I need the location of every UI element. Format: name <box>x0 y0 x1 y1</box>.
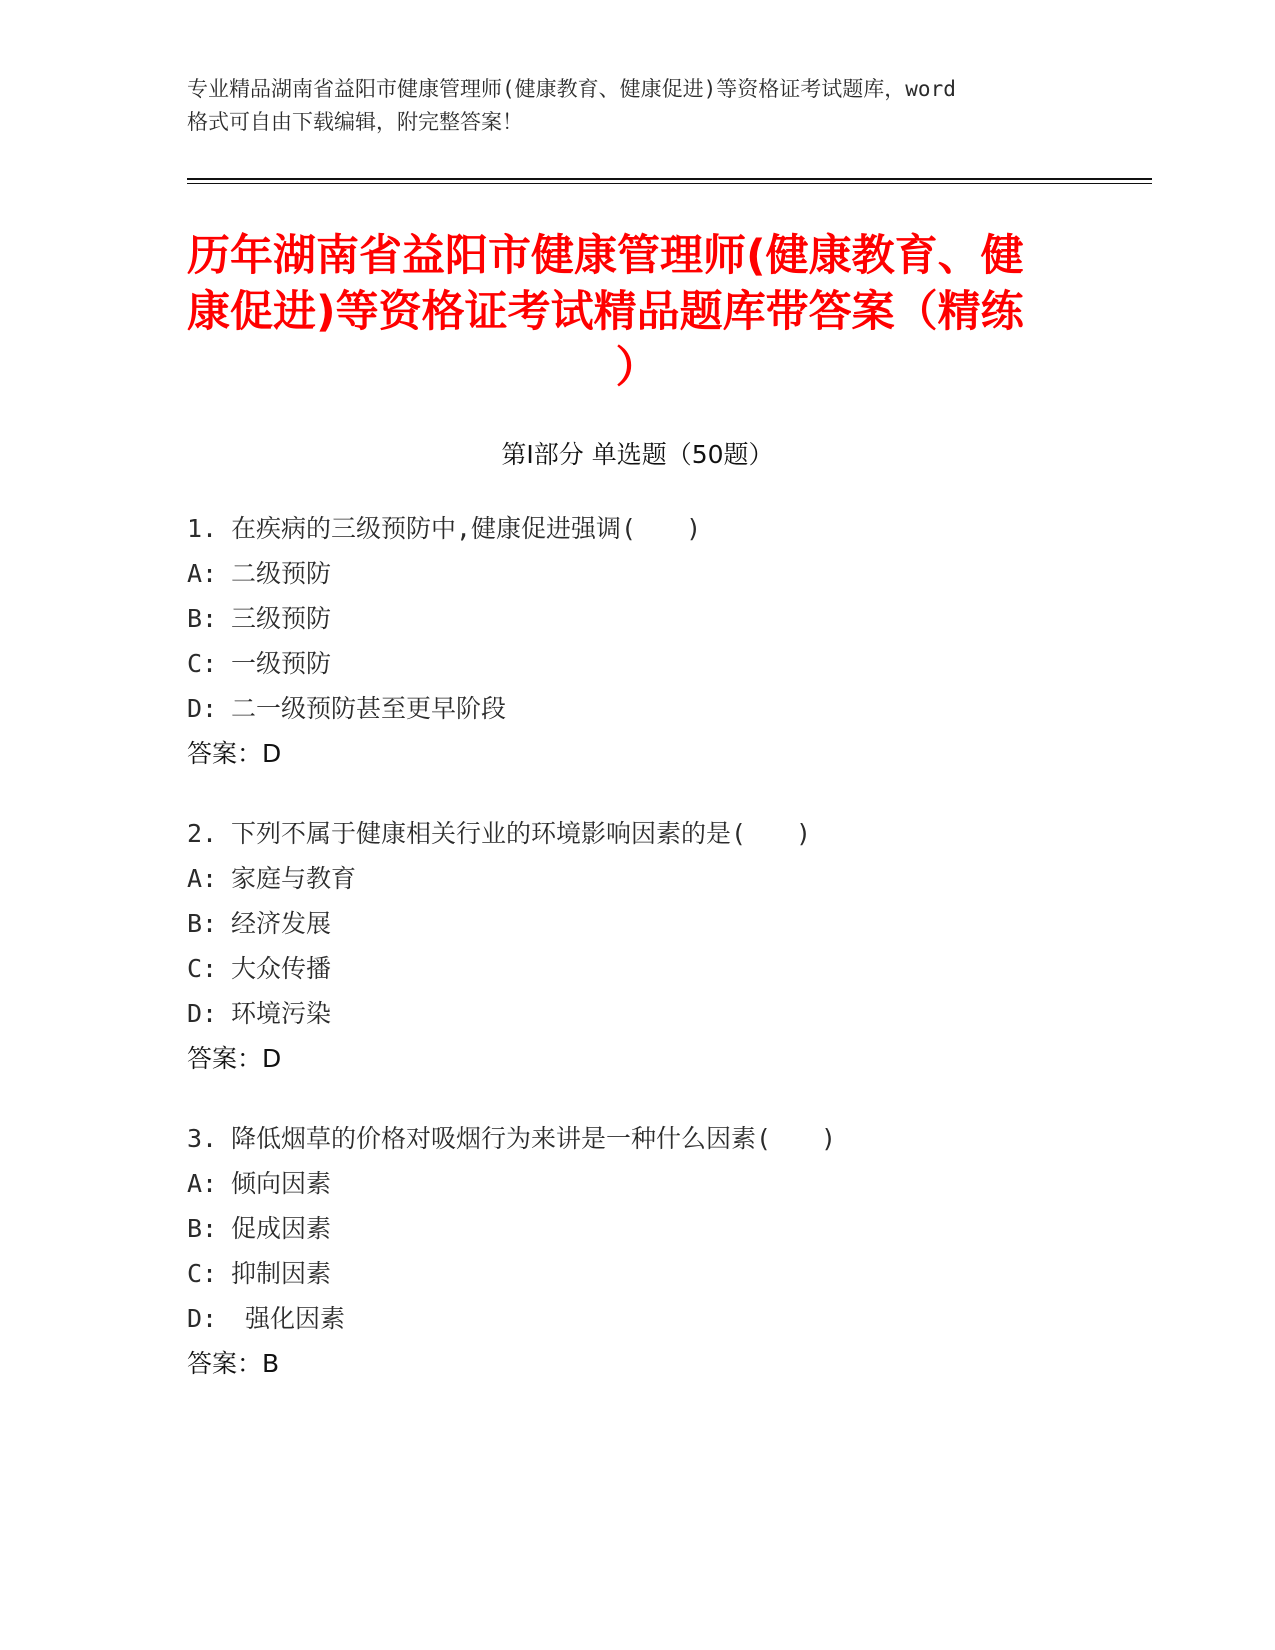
document-title-line-2: 康促进)等资格证考试精品题库带答案（精练 <box>187 287 1024 337</box>
option-text: 经济发展 <box>231 909 332 938</box>
option-text: 三级预防 <box>231 604 332 633</box>
option-key: C: <box>187 649 218 678</box>
header-note-line-2: 格式可自由下载编辑，附完整答案！ <box>187 110 523 134</box>
option-key: B: <box>187 1214 218 1243</box>
option-d <box>187 692 1087 737</box>
document-title-line-1: 历年湖南省益阳市健康管理师(健康教育、健 <box>187 231 1024 281</box>
option-key: A: <box>187 1169 218 1198</box>
option-text: 大众传播 <box>231 954 332 983</box>
question-2 <box>187 817 1087 1087</box>
option-text: 强化因素 <box>245 1304 346 1333</box>
question-number: 2. <box>187 819 218 848</box>
option-d <box>187 997 1087 1042</box>
option-key: D: <box>187 999 218 1028</box>
header-divider-thick <box>187 178 1152 180</box>
option-key: B: <box>187 604 218 633</box>
question-text: 下列不属于健康相关行业的环境影响因素的是( ) <box>231 819 812 848</box>
answer-line: 答案：D <box>187 1044 282 1073</box>
option-b <box>187 602 1087 647</box>
option-text: 抑制因素 <box>231 1259 332 1288</box>
question-stem <box>187 512 1087 557</box>
question-number: 3. <box>187 1124 218 1153</box>
answer-line: 答案：B <box>187 1349 280 1378</box>
option-text: 二一级预防甚至更早阶段 <box>231 694 507 723</box>
answer-line: 答案：D <box>187 739 282 768</box>
option-c <box>187 952 1087 997</box>
option-text: 二级预防 <box>231 559 332 588</box>
option-key: A: <box>187 864 218 893</box>
option-d <box>187 1302 1087 1347</box>
option-text: 家庭与教育 <box>231 864 357 893</box>
header-note <box>187 73 1087 139</box>
option-a <box>187 862 1087 907</box>
header-divider-thin <box>187 183 1152 184</box>
option-b <box>187 907 1087 952</box>
option-text: 一级预防 <box>231 649 332 678</box>
option-key: A: <box>187 559 218 588</box>
option-key: B: <box>187 909 218 938</box>
question-number: 1. <box>187 514 218 543</box>
header-note-line-1: 专业精品湖南省益阳市健康管理师(健康教育、健康促进)等资格证考试题库，word <box>187 77 956 101</box>
option-key: C: <box>187 954 218 983</box>
option-text: 促成因素 <box>231 1214 332 1243</box>
question-3 <box>187 1122 1087 1392</box>
option-a <box>187 557 1087 602</box>
question-text: 降低烟草的价格对吸烟行为来讲是一种什么因素( ) <box>231 1124 837 1153</box>
option-key: D: <box>187 694 218 723</box>
question-stem <box>187 817 1087 862</box>
option-c <box>187 1257 1087 1302</box>
option-key: C: <box>187 1259 218 1288</box>
question-1 <box>187 512 1087 782</box>
document-title <box>187 228 1087 396</box>
option-text: 倾向因素 <box>231 1169 332 1198</box>
question-text: 在疾病的三级预防中,健康促进强调( ) <box>231 514 702 543</box>
option-text: 环境污染 <box>231 999 332 1028</box>
question-stem <box>187 1122 1087 1167</box>
option-c <box>187 647 1087 692</box>
document-title-line-3: ） <box>615 343 659 393</box>
option-b <box>187 1212 1087 1257</box>
option-key: D: <box>187 1304 218 1333</box>
section-heading: 第Ⅰ部分 单选题（50题） <box>501 440 774 469</box>
option-a <box>187 1167 1087 1212</box>
